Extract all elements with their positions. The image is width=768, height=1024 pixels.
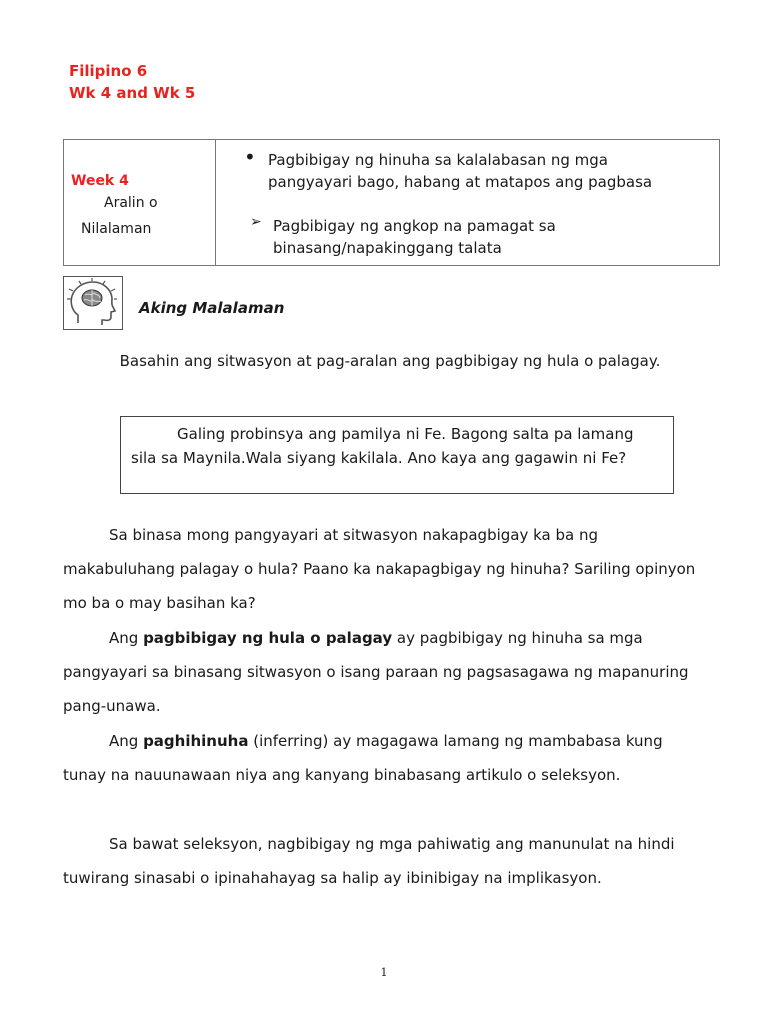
paragraph-text: (inferring) ay magagawa lamang ng mambabasa kung tunay na nauunawaan niya ang kanyang binabasang artikulo o seleksyon. xyxy=(63,732,663,784)
weeks-title: Wk 4 and Wk 5 xyxy=(69,84,196,102)
key-term: paghihinuha xyxy=(143,732,249,750)
objective-item: Pagbibigay ng hinuha sa kalalabasan ng mga pangyayari bago, habang at matapos ang pagbasa xyxy=(268,151,653,191)
paragraph xyxy=(63,621,703,723)
aralin-label: Aralin o xyxy=(104,195,158,211)
paragraph-text: Ang xyxy=(109,629,144,647)
page-number: 1 xyxy=(380,966,388,979)
paragraph: Sa bawat seleksyon, nagbibigay ng mga pahiwatig ang manunulat na hindi tuwirang sinasabi o ipinahahayag sa halip ay ibinibigay na implikasyon. xyxy=(63,835,675,887)
paragraph-text: Ang xyxy=(109,732,144,750)
intro-instruction: Basahin ang sitwasyon at pag-aralan ang pagbibigay ng hula o palagay. xyxy=(119,352,661,370)
situation-box: Galing probinsya ang pamilya ni Fe. Bagong salta pa lamang sila sa Maynila.Wala siyang kakilala. Ano kaya ang gagawin ni Fe? xyxy=(120,416,674,494)
nilalaman-label: Nilalaman xyxy=(81,221,152,237)
objective-item: Pagbibigay ng angkop na pamagat sa binasang/napakinggang talata xyxy=(273,217,556,257)
lesson-objectives-cell xyxy=(216,140,719,265)
bullet-icon: • xyxy=(244,145,256,169)
paragraph-text: ay pagbibigay ng hinuha sa mga pangyayari sa binasang sitwasyon o isang paraan ng pagsasagawa ng mapanuring pang-unawa. xyxy=(63,629,689,715)
week-label: Week 4 xyxy=(71,173,129,189)
paragraph xyxy=(63,724,703,792)
subject-title: Filipino 6 xyxy=(69,62,148,80)
paragraph: Sa binasa mong pangyayari at sitwasyon nakapagbigay ka ba ng makabuluhang palagay o hula? Paano ka nakapagbigay ng hinuha? Sariling opinyon mo ba o may basihan ka? xyxy=(63,526,696,612)
brain-head-icon xyxy=(63,276,123,330)
arrow-bullet-icon: ➢ xyxy=(250,214,262,230)
lesson-table xyxy=(63,139,720,266)
lesson-label-cell xyxy=(64,140,216,265)
section-title: Aking Malalaman xyxy=(139,299,285,317)
key-term: pagbibigay ng hula o palagay xyxy=(143,629,393,647)
